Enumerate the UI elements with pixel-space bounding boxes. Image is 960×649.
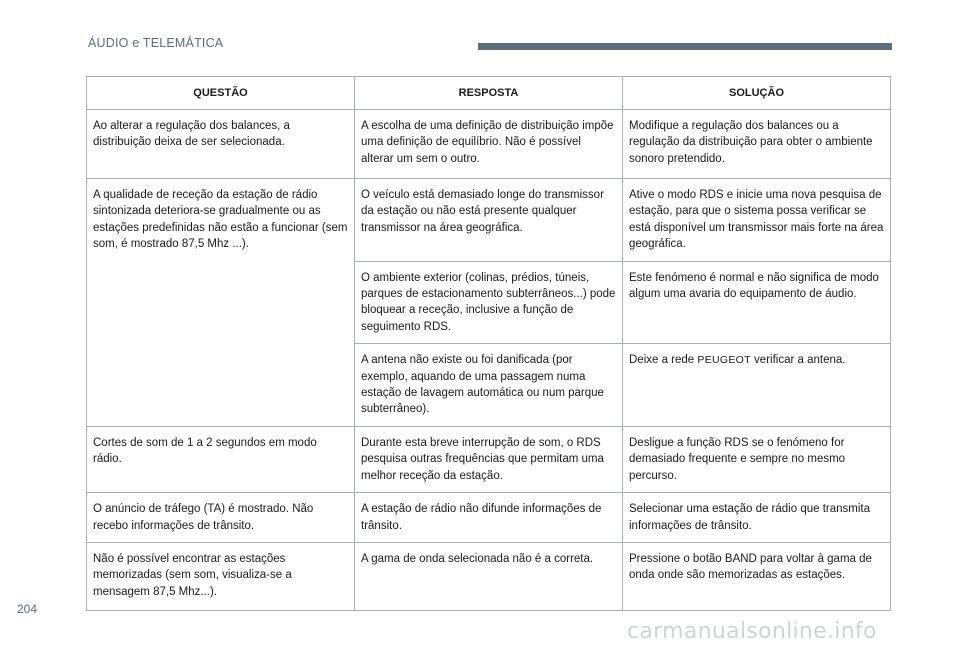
answer-cell: A antena não existe ou foi danificada (por exemplo, aquando de uma passagem numa estação de lavagem automática ou num parque subterrâneo). <box>355 344 623 427</box>
solution-cell: Ative o modo RDS e inicie uma nova pesquisa de estação, para que o sistema possa verificar se está disponível um transmissor mais forte na área geográfica. <box>623 179 891 262</box>
solution-suffix: verificar a antena. <box>750 354 846 367</box>
table-header-row <box>87 77 891 110</box>
table-row <box>87 179 891 262</box>
question-cell: A qualidade de receção da estação de rádio sintonizada deteriora-se gradualmente ou as estações predefinidas não estão a funcionar (sem som, é mostrado 87,5 Mhz ...). <box>87 179 355 427</box>
question-cell: Não é possível encontrar as estações memorizadas (sem som, visualiza-se a mensagem 87,5 Mhz...). <box>87 542 355 610</box>
troubleshooting-table <box>86 76 891 611</box>
question-cell: O anúncio de tráfego (TA) é mostrado. Não recebo informações de trânsito. <box>87 493 355 543</box>
solution-prefix: Deixe a rede <box>629 354 698 367</box>
brand-name: PEUGEOT <box>697 354 751 367</box>
question-cell: Ao alterar a regulação dos balances, a distribuição deixa de ser selecionada. <box>87 110 355 179</box>
solution-cell <box>623 344 891 427</box>
solution-cell: Este fenómeno é normal e não significa de modo algum uma avaria do equipamento de áudio. <box>623 261 891 344</box>
solution-cell: Desligue a função RDS se o fenómeno for demasiado frequente e sempre no mesmo percurso. <box>623 426 891 492</box>
question-cell: Cortes de som de 1 a 2 segundos em modo rádio. <box>87 426 355 492</box>
header-decorative-bar <box>478 43 892 50</box>
column-header-answer: RESPOSTA <box>355 77 623 110</box>
answer-cell: A gama de onda selecionada não é a correta. <box>355 542 623 610</box>
answer-cell: A estação de rádio não difunde informações de trânsito. <box>355 493 623 543</box>
column-header-question: QUESTÃO <box>87 77 355 110</box>
table-row <box>87 493 891 543</box>
answer-cell: Durante esta breve interrupção de som, o RDS pesquisa outras frequências que permitam uma melhor receção da estação. <box>355 426 623 492</box>
answer-cell: O ambiente exterior (colinas, prédios, túneis, parques de estacionamento subterrâneos...) pode bloquear a receção, inclusive a função de seguimento RDS. <box>355 261 623 344</box>
solution-cell: Pressione o botão BAND para voltar à gama de onda onde são memorizadas as estações. <box>623 542 891 610</box>
section-title: ÁUDIO e TELEMÁTICA <box>88 36 224 50</box>
table-row <box>87 426 891 492</box>
watermark: carmanualsonline.info <box>627 619 877 644</box>
column-header-solution: SOLUÇÃO <box>623 77 891 110</box>
table-row <box>87 110 891 179</box>
solution-cell: Selecionar uma estação de rádio que transmita informações de trânsito. <box>623 493 891 543</box>
answer-cell: O veículo está demasiado longe do transmissor da estação ou não está presente qualquer transmissor na área geográfica. <box>355 179 623 262</box>
page-number: 204 <box>17 602 38 616</box>
table-row <box>87 542 891 610</box>
answer-cell: A escolha de uma definição de distribuição impõe uma definição de equilíbrio. Não é possível alterar um sem o outro. <box>355 110 623 179</box>
solution-cell: Modifique a regulação dos balances ou a regulação da distribuição para obter o ambiente sonoro pretendido. <box>623 110 891 179</box>
